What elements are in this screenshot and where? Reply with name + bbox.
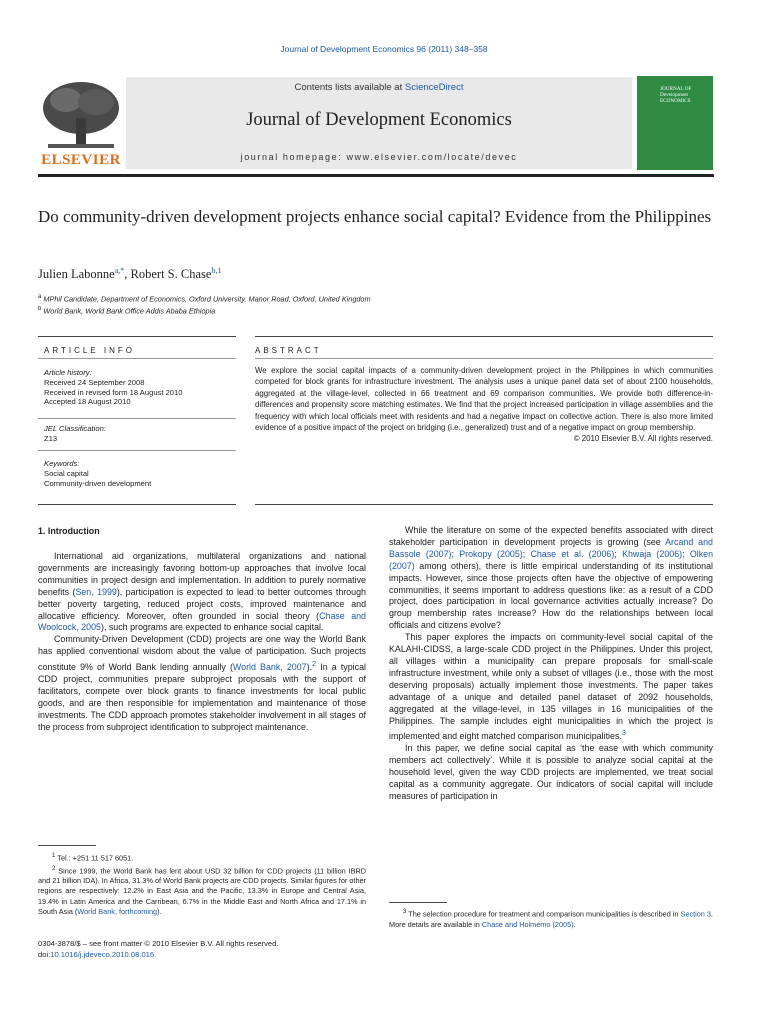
footnote-rule-left xyxy=(38,845,96,846)
affiliations xyxy=(38,292,371,317)
intro-paragraph-5: In this paper, we define social capital as ‘the ease with which community members act collectively’. While it is possible to analyze social capital at the household level, given the way CDD projects are implemented, we treat social capital as a community aggregate. Our indicators of social capital will include measures of participation in xyxy=(389,743,713,801)
article-info-bottom-rule xyxy=(38,504,236,505)
keywords xyxy=(44,459,234,488)
cover-line-2: Development xyxy=(660,92,688,98)
ref-prokopy-2005[interactable]: Prokopy (2005) xyxy=(459,548,523,559)
affil-a: MPhil Candidate, Department of Economics, Oxford University, Manor Road, Oxford, United Kingdom xyxy=(43,294,371,304)
jel-rule xyxy=(38,450,236,451)
abstract-bottom-rule xyxy=(255,504,713,505)
footnote-2: $^2$ Since 1999, the World Bank has lent about USD 32 billion for CDD projects (11 billion IBRD and 21 billion IDA). In Africa, 31.3% of World Bank projects are CDD projects. Similar figures for other regions are respectively: 12.2% in East Asia and the Pacific, 13.3% in Europe and Central Asia, 19.4% in Latin America and the Carribean, 6.7% in the Middle East and North Africa and 17.1% in South Asia (World Bank, forthcoming). xyxy=(38,864,367,916)
abstract-copyright: © 2010 Elsevier B.V. All rights reserved. xyxy=(573,434,713,444)
journal-homepage[interactable]: journal homepage: www.elsevier.com/locate/devec xyxy=(240,152,518,162)
abstract-text: We explore the social capital impacts of a community-driven development project in the Philippines in which communities competed for block grants for infrastructure investment. The analysis uses a unique panel data set of about 2100 households, aggregated at the village-level, collected in 66 treatment and 69 comparison communities. We provide both difference-in-differences and propensity score matching estimates. We find that the project increased participation in village assemblies and the frequency with which local officials meet with residents and had a negative impact on collective action. There is also more limited evidence of a positive impact of the project on bridging (i.e., generalized) trust and of a negative impact on group membership. xyxy=(255,366,713,433)
affil-a-marker: a xyxy=(38,293,42,300)
header-rule xyxy=(38,174,714,177)
doi-prefix: doi: xyxy=(38,950,51,959)
ref-world-bank-2007[interactable]: World Bank, 2007 xyxy=(232,662,307,673)
footnote-1: $^1$ Tel.: +251 11 517 6051. xyxy=(52,852,134,863)
author-2-affil[interactable]: b,1 xyxy=(211,266,222,275)
ref-olken-2007[interactable]: Olken (2007) xyxy=(389,548,714,571)
sciencedirect-link[interactable]: ScienceDirect xyxy=(404,82,464,93)
article-info-top-rule xyxy=(38,336,236,337)
ref-section-3[interactable]: Section 3 xyxy=(680,909,711,919)
article-title: Do community-driven development projects enhance social capital? Evidence from the Philippines xyxy=(38,207,712,226)
left-column-body xyxy=(38,551,366,734)
author-2: Robert S. Chase xyxy=(130,267,212,282)
abstract-sub-rule xyxy=(255,358,713,359)
ref-world-bank-forthcoming[interactable]: World Bank, forthcoming xyxy=(77,906,158,916)
intro-paragraph-3: While the literature on some of the expected benefits associated with direct stakeholder participation in development projects is growing (see Arcand and Bassole (2007); Prokopy (2005); Chase et al. (2006); Khwaja (2006); Olken (2007) among others), there is little empirical understanding of its institutional impacts. However, since those projects often have the objective of empowering communities, it seems important to address questions like: as a result of a CDD project, does participation in local governance activities actually increase? Do group membership rates increase? How do the relationships between local officials and citizens evolve? xyxy=(389,525,714,631)
abstract-body xyxy=(255,365,713,445)
footnote-2-marker[interactable]: 2 xyxy=(312,659,317,669)
author-line xyxy=(38,266,221,282)
abstract-top-rule xyxy=(255,336,713,337)
keywords-label: Keywords: xyxy=(44,459,80,468)
ref-chase-woolcock-2005[interactable]: Chase and Woolcock, 2005 xyxy=(38,610,366,633)
jel-classification xyxy=(44,424,234,444)
affil-b: World Bank, World Bank Office Addis Ababa Ethiopia xyxy=(43,306,216,316)
article-info-heading: ARTICLE INFO xyxy=(44,346,135,355)
author-separator: , xyxy=(124,267,131,282)
received-date: Received 24 September 2008 xyxy=(44,377,145,387)
author-1-affil[interactable]: a,* xyxy=(114,266,125,275)
elsevier-wordmark: ELSEVIER xyxy=(41,152,121,168)
ref-chase-holmemo-2005[interactable]: Chase and Holmemo (2005) xyxy=(481,919,574,929)
section-heading-introduction: 1. Introduction xyxy=(38,526,100,536)
cover-line-1: JOURNAL OF xyxy=(660,86,692,92)
article-info-sub-rule xyxy=(38,358,236,359)
affil-b-marker: b xyxy=(38,305,42,313)
footnote-3: $^3$ The selection procedure for treatment and comparison municipalities is described in Section 3. More details are available in Chase and Holmemo (2005). xyxy=(389,908,713,929)
ref-sen-1999[interactable]: Sen, 1999 xyxy=(75,586,117,597)
keyword-2: Community-driven development xyxy=(44,478,152,488)
intro-paragraph-2: Community-Driven Development (CDD) projects are one way the World Bank has applied conventional wisdom about the value of participation. Such projects constitute 9% of World Bank lending annually (World Bank, 2007).$^2$ In a typical CDD project, communities prepare subproject proposals with the support of facilitators, compete over block grants to finance investments for local public goods, and are then responsible for implementation and maintenance of those investments. The CDD approach promotes stakeholder involvement in all stages of the process from subproject identification to subproject maintenance. xyxy=(38,634,366,732)
intro-paragraph-1: International aid organizations, multilateral organizations and national governments are increasingly favoring bottom-up approaches that involve local communities in project design and implementation. In addition to purely normative benefits (Sen, 1999), participation is expected to lead to better outcomes through better poverty targeting, reduced project costs, improved maintenance and allocative efficiency. Moreover, often grounded in social theory (Chase and Woolcock, 2005), such programs are expected to enhance social capital. xyxy=(38,551,366,633)
ref-khwaja-2006[interactable]: Khwaja (2006) xyxy=(622,548,683,559)
journal-citation[interactable]: Journal of Development Economics 96 (2011) 348–358 xyxy=(280,44,488,54)
issn-line: 0304-3878/$ – see front matter © 2010 Elsevier B.V. All rights reserved. xyxy=(38,939,279,948)
accepted-date: Accepted 18 August 2010 xyxy=(44,397,131,407)
cover-line-3: ECONOMICS xyxy=(660,98,691,104)
history-label: Article history: xyxy=(44,368,92,377)
issn-doi xyxy=(38,938,278,960)
left-footnotes xyxy=(38,851,366,917)
keyword-1: Social capital xyxy=(44,468,89,478)
right-column-body xyxy=(389,525,713,803)
author-1: Julien Labonne xyxy=(38,267,115,282)
jel-code: Z13 xyxy=(44,433,58,443)
intro-paragraph-4: This paper explores the impacts on community-level social capital of the KALAHI-CIDSS, a large-scale CDD project in the Philippines. Under this project, all villages within a municipality can prepare proposals for small-scale infrastructure investment, while only a subset of villages (i.e., those with the most deserving proposals) actually implement those investments. The paper takes advantage of a unique and detailed panel dataset of 2092 households, aggregated at the village-level, in 135 villages in 16 municipalities of the Philippines. The sample includes eight municipalities in which the project is implemented and eight matched comparison municipalities.$^3$ xyxy=(389,632,713,742)
ref-arcand-bassole-2007[interactable]: Arcand and Bassole (2007) xyxy=(389,536,713,559)
abstract-heading: ABSTRACT xyxy=(255,346,322,355)
contents-line xyxy=(126,82,632,93)
journal-cover-text xyxy=(660,86,710,116)
journal-title: Journal of Development Economics xyxy=(246,110,512,130)
revised-date: Received in revised form 18 August 2010 xyxy=(44,387,183,397)
footnote-rule-right xyxy=(389,902,447,903)
history-rule xyxy=(38,418,236,419)
article-history xyxy=(44,368,234,407)
footnote-3-marker[interactable]: 3 xyxy=(621,728,626,738)
ref-chase-et-al-2006[interactable]: Chase et al. (2006) xyxy=(530,548,615,559)
right-footnotes xyxy=(389,907,713,930)
jel-label: JEL Classification: xyxy=(44,424,106,433)
contents-prefix: Contents lists available at xyxy=(294,82,405,93)
doi-link[interactable]: 10.1016/j.jdeveco.2010.08.016 xyxy=(50,950,155,959)
